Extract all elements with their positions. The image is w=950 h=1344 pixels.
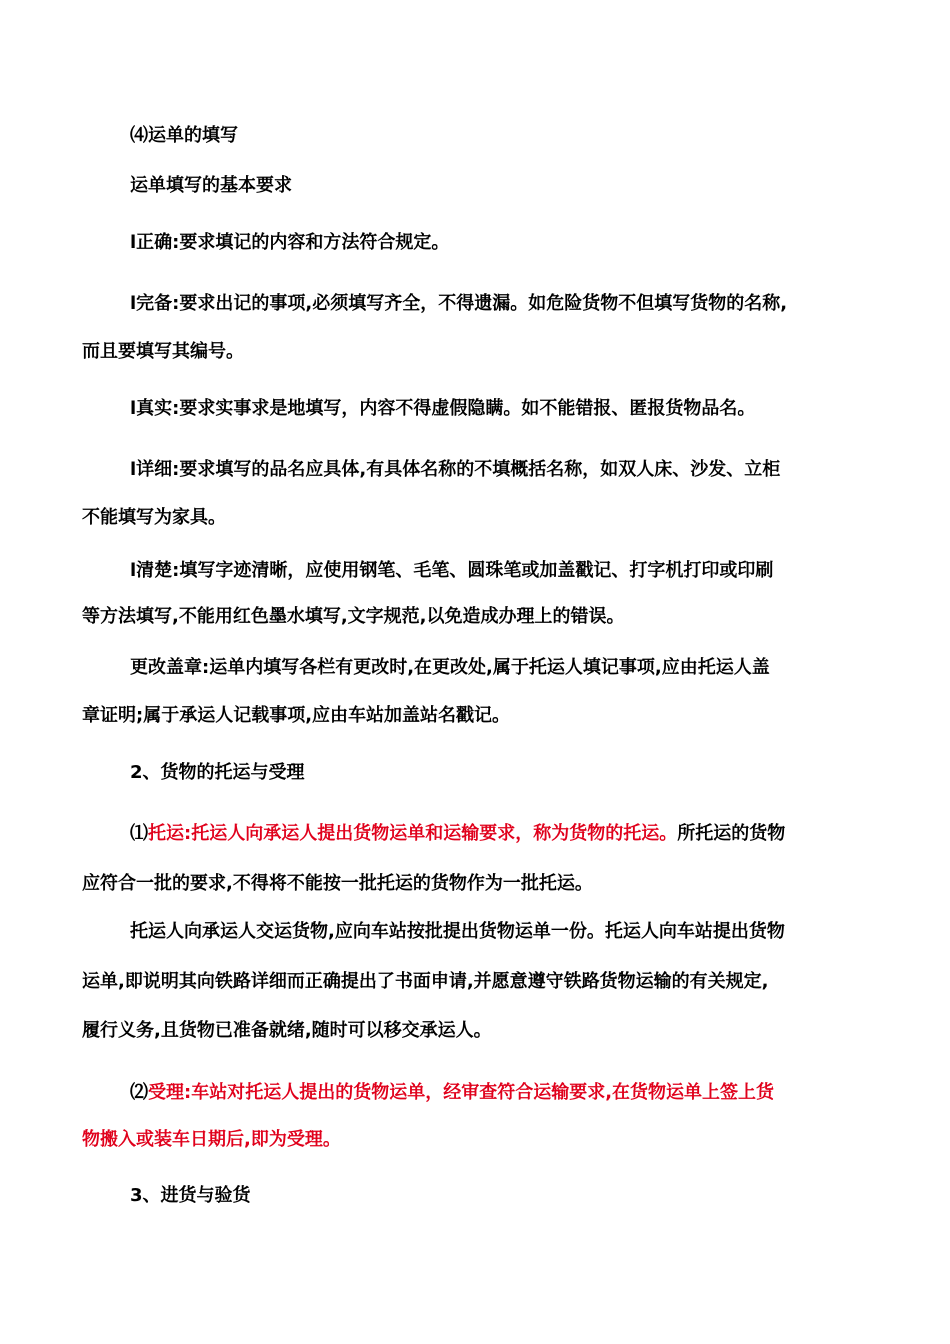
item-number: ⑴ [130,823,148,844]
heading-receiving-inspection: 3、进货与验货 [130,1185,251,1206]
item-clear: l清楚:填写字迹清晰，应使用钢笔、毛笔、圆珠笔或加盖戳记、打字机打印或印刷 [130,560,774,581]
item-correct: l正确:要求填记的内容和方法符合规定。 [130,232,450,253]
paragraph-consignment-rest: 所托运的货物 [677,823,786,844]
heading-waybill-filling: ⑷运单的填写 [130,125,238,146]
paragraph-consignment-cont: 应符合一批的要求,不得将不能按一批托运的货物作为一批托运。 [82,873,593,894]
item-complete-cont: 而且要填写其编号。 [82,341,244,362]
item-detailed-cont: 不能填写为家具。 [82,507,226,528]
paragraph-acceptance [130,1081,774,1105]
paragraph-delivery-cont-1: 运单,即说明其向铁路详细而正确提出了书面申请,并愿意遵守铁路货物运输的有关规定, [82,971,769,992]
highlight-consignment-definition: 托运:托运人向承运人提出货物运单和运输要求，称为货物的托运。 [148,823,678,844]
highlight-acceptance-definition: 受理:车站对托运人提出的货物运单，经审查符合运输要求,在货物运单上签上货 [148,1082,775,1103]
item-change-seal: 更改盖章:运单内填写各栏有更改时,在更改处,属于托运人填记事项,应由托运人盖 [130,657,770,678]
paragraph-consignment [130,822,785,846]
paragraph-delivery-cont-2: 履行义务,且货物已准备就绪,随时可以移交承运人。 [82,1020,492,1041]
item-number: ⑵ [130,1082,148,1103]
subheading-basic-requirements: 运单填写的基本要求 [130,175,292,196]
item-true: l真实:要求实事求是地填写，内容不得虚假隐瞒。如不能错报、匿报货物品名。 [130,398,756,419]
paragraph-delivery: 托运人向承运人交运货物,应向车站按批提出货物运单一份。托运人向车站提出货物 [130,921,785,942]
item-clear-cont: 等方法填写,不能用红色墨水填写,文字规范,以免造成办理上的错误。 [82,606,625,627]
item-complete: l完备:要求出记的事项,必须填写齐全，不得遗漏。如危险货物不但填写货物的名称, [130,293,788,314]
item-detailed: l详细:要求填写的品名应具体,有具体名称的不填概括名称，如双人床、沙发、立柜 [130,459,781,480]
item-change-seal-cont: 章证明;属于承运人记载事项,应由车站加盖站名戳记。 [82,705,511,726]
heading-consignment-acceptance: 2、货物的托运与受理 [130,762,305,783]
highlight-acceptance-cont: 物搬入或装车日期后,即为受理。 [82,1129,341,1150]
